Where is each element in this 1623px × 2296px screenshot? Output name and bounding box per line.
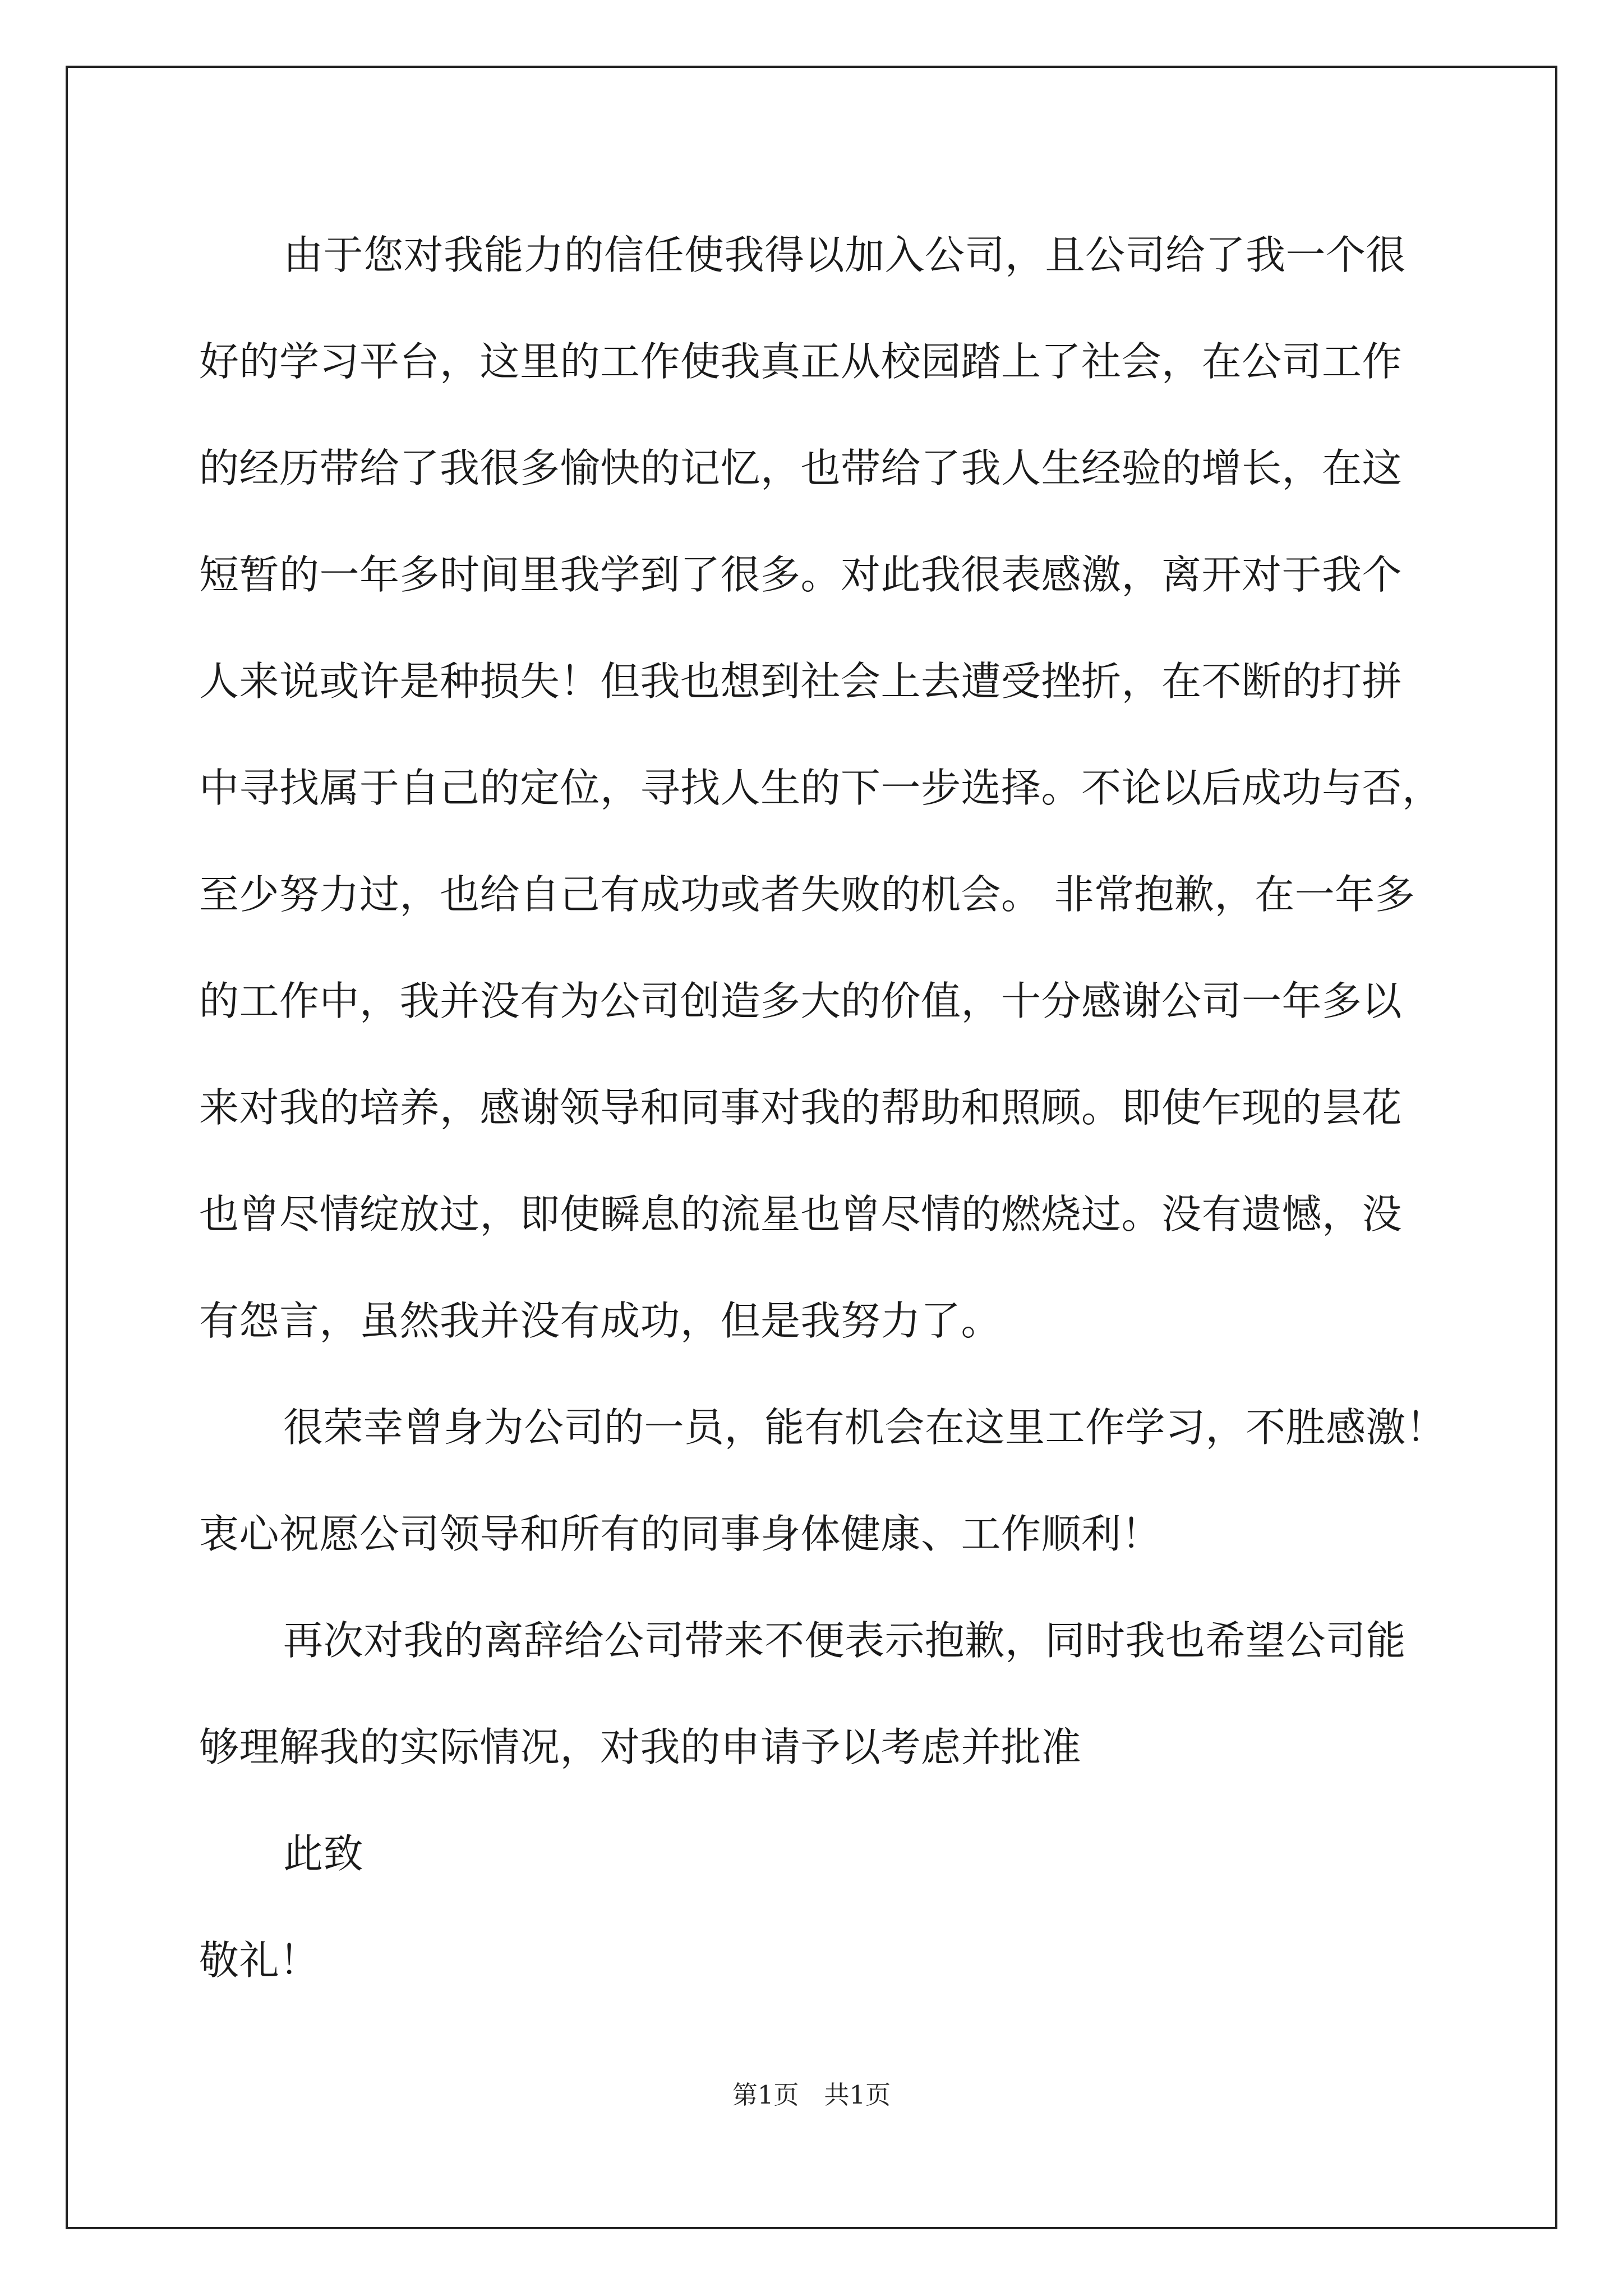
paragraph-1-line-9: 来对我的培养，感谢领导和同事对我的帮助和照顾。即使乍现的昙花	[199, 1084, 1403, 1131]
paragraph-1-line-11: 有怨言，虽然我并没有成功，但是我努力了。	[199, 1297, 1002, 1344]
paragraph-1-line-7: 至少努力过，也给自己有成功或者失败的机会。 非常抱歉，在一年多	[199, 871, 1415, 918]
paragraph-2-line-2: 衷心祝愿公司领导和所有的同事身体健康、工作顺利！	[199, 1511, 1162, 1557]
paragraph-1-line-3: 的经历带给了我很多愉快的记忆，也带给了我人生经验的增长，在这	[199, 445, 1403, 491]
paragraph-1-line-8: 的工作中，我并没有为公司创造多大的价值，十分感谢公司一年多以	[199, 978, 1403, 1024]
paragraph-1-line-5: 人来说或许是种损失！但我也想到社会上去遭受挫折，在不断的打拼	[199, 658, 1403, 705]
paragraph-1-line-2: 好的学习平台，这里的工作使我真正从校园踏上了社会，在公司工作	[199, 338, 1403, 385]
paragraph-3-line-2: 够理解我的实际情况，对我的申请予以考虑并批准	[199, 1724, 1082, 1770]
closing-salutation: 此致	[283, 1830, 364, 1877]
closing-regards: 敬礼！	[199, 1937, 320, 1984]
paragraph-1-line-1: 由于您对我能力的信任使我得以加入公司，且公司给了我一个很	[283, 232, 1407, 278]
paragraph-1-line-4: 短暂的一年多时间里我学到了很多。对此我很表感激，离开对于我个	[199, 551, 1403, 598]
paragraph-1-line-10: 也曾尽情绽放过，即使瞬息的流星也曾尽情的燃烧过。没有遗憾，没	[199, 1191, 1403, 1237]
page-number-footer: 第1页 共1页	[732, 2080, 891, 2110]
paragraph-1-line-6: 中寻找属于自己的定位，寻找人生的下一步选择。不论以后成功与否，	[199, 765, 1442, 811]
paragraph-3-line-1: 再次对我的离辞给公司带来不便表示抱歉，同时我也希望公司能	[283, 1617, 1407, 1664]
paragraph-2-line-1: 很荣幸曾身为公司的一员，能有机会在这里工作学习，不胜感激！	[283, 1404, 1446, 1451]
page-border	[66, 66, 1557, 2229]
